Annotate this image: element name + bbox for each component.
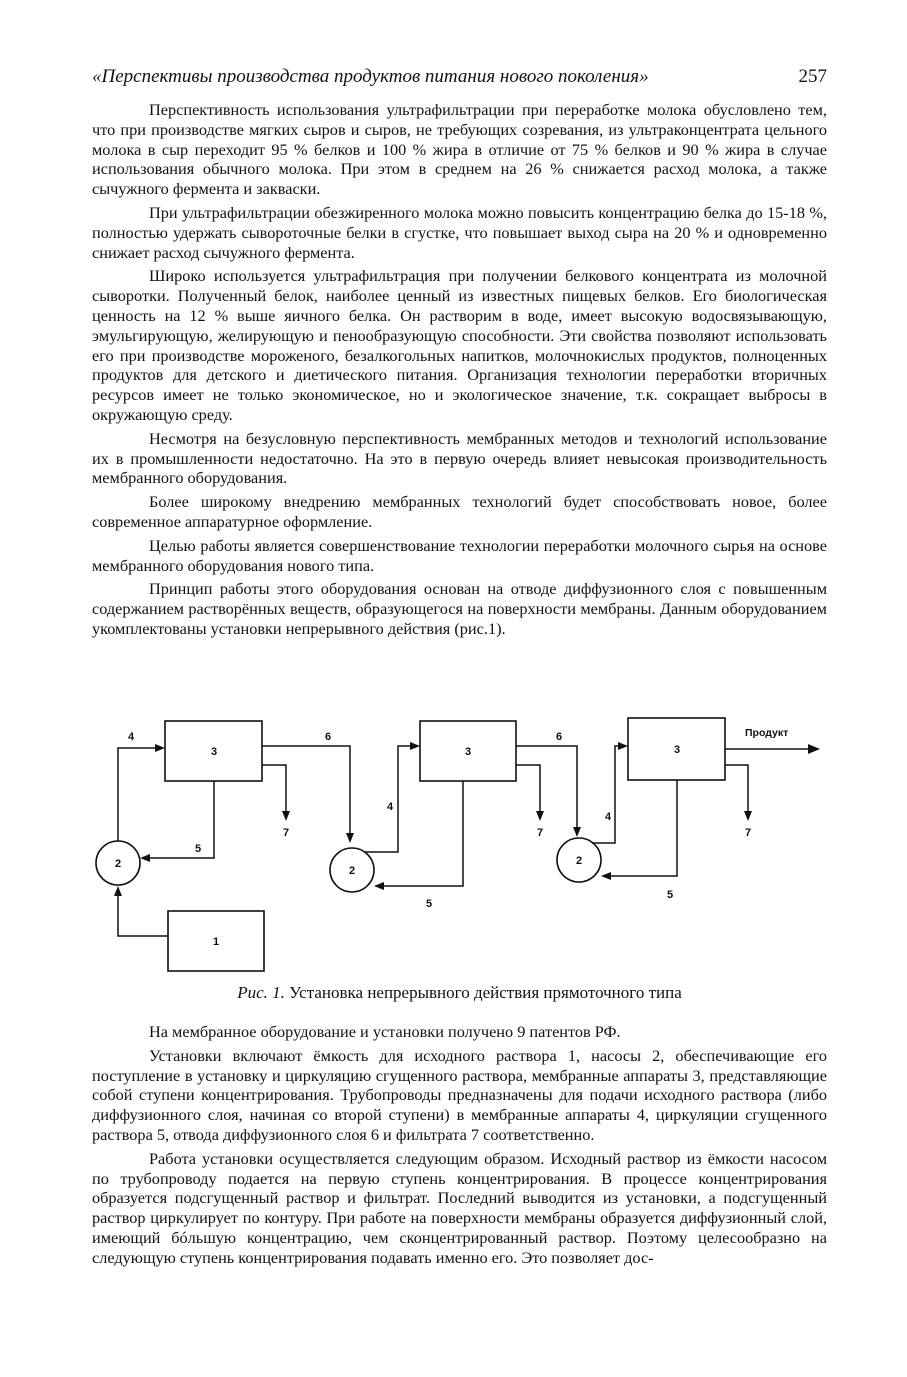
body-text-top [92,100,827,643]
arrowhead [346,833,354,843]
apparatus-label: 3 [464,746,472,758]
arrowhead [536,811,544,821]
filtrate-label: 7 [283,827,290,839]
caption-label: Рис. 1. [237,983,285,1002]
diffusion-line [516,746,577,829]
paragraph: Целью работы является совершенствование технологии переработки молочного сырья на основе мембранного оборудования нового типа. [92,535,827,575]
paragraph: Установки включают ёмкость для исходного раствора 1, насосы 2, обеспечивающие его поступление в установку и циркуляцию сгущенного раствора, мембранные аппараты 3, представляющие собой ступени концентрирования. Трубопроводы предназначены для подачи исходного раствора (либо диффузионного слоя, начиная со второй ступени) в мембранные аппараты 4, циркуляции сгущенного раствора 5, отвода диффузионного слоя 6 и фильтрата 7 соответственно. [92,1045,827,1144]
circulation-label: 5 [426,898,433,910]
paragraph: Широко используется ультрафильтрация при получении белкового концентрата из молочной сыворотки. Полученный белок, наиболее ценный из известных пищевых белков. Его биологическая ценность на 12 % выше яичного белка. Он растворим в воде, имеет высокую водосвязывающую, эмульгирующую, желирующую и пенообразующую способности. Эти свойства позволяют использовать его при производстве мороженого, безалкогольных напитков, молочнокислых продуктов, полноценных продуктов для детского и диетического питания. Организация технологии переработки вторичных ресурсов имеет не только экономическое, но и экологическое значение, т.к. сокращает выбросы в окружающую среду. [92,266,827,424]
arrowhead [374,882,384,890]
arrowhead [282,811,290,821]
stage-3 [557,718,820,901]
running-title: «Перспективы производства продуктов питания нового поколения» [92,66,649,87]
apparatus-label: 3 [673,744,681,756]
feed-label: 4 [387,801,394,813]
page-header [92,66,827,92]
diffusion-label: 6 [325,731,332,743]
feed-line [592,746,620,843]
paragraph: Перспективность использования ультрафильтрации при переработке молока обусловлено тем, что при производстве мягких сыров и сыров, не требующих созревания, из ультраконцентрата цельного молока в сыр переходит 95 % белков и 100 % жира в отличие от 75 % белков и 90 % жира в случае использования обычного молока. При этом в среднем на 26 % снижается расход молока, а также сычужного фермента и закваски. [92,100,827,199]
feed-label: 4 [128,731,135,743]
arrowhead [155,744,165,752]
arrowhead [618,742,628,750]
circulation-line [382,781,463,886]
filtrate-label: 7 [745,827,752,839]
paragraph: Более широкому внедрению мембранных технологий будет способствовать новое, более современное аппаратурное оформление. [92,492,827,531]
filtrate-label: 7 [537,827,544,839]
filtrate-line [516,765,540,813]
diffusion-label: 6 [556,731,563,743]
arrowhead [140,854,150,862]
arrowhead [410,742,420,750]
page-number: 257 [798,66,827,87]
arrowhead [114,886,122,896]
arrowhead [573,827,581,837]
feed-line [118,748,157,841]
circulation-line [609,780,677,876]
filtrate-line [725,765,748,813]
pump-label: 2 [348,865,356,877]
stage-1 [96,721,354,971]
figure-caption [92,983,827,1003]
paragraph: На мембранное оборудование и установки получено 9 патентов РФ. [149,1022,621,1041]
stage-2 [330,721,581,910]
circulation-label: 5 [195,843,202,855]
feed-label: 4 [605,811,612,823]
feed-line [365,746,412,852]
process-diagram [80,708,840,980]
pump-label: 2 [114,858,122,870]
tank-to-pump-line [118,894,168,936]
diffusion-line [262,746,350,835]
paragraph: При ультрафильтрации обезжиренного молока можно повысить концентрацию белка до 15-18 %, полностью удержать сывороточные белки в сгустке, что повышает выход сыра на 20 % и одновременно снижает расход сычужного фермента. [92,202,827,262]
paragraph: Несмотря на безусловную перспективность мембранных методов и технологий использование их в промышленности недостаточно. На это в первую очередь влияет невысокая производительность мембранного оборудования. [92,428,827,488]
body-text-bottom [92,1022,827,1272]
arrowhead [744,811,752,821]
tank-label: 1 [212,936,220,948]
paragraph: Работа установки осуществляется следующим образом. Исходный раствор из ёмкости насосом по трубопроводу подается на первую ступень концентрирования. В процессе концентрирования образуется подсгущенный раствор и фильтрат. Последний выводится из установки, а подсгущенный раствор циркулирует по контуру. При работе на поверхности мембраны образуется диффузионный слой, имеющий бóльшую концентрацию, чем сконцентрированный раствор. Поэтому целесообразно на следующую ступень концентрирования подавать именно его. Это позволяет дос- [92,1148,827,1267]
filtrate-line [262,765,286,813]
circulation-label: 5 [667,889,674,901]
arrowhead [808,744,820,754]
caption-text: Установка непрерывного действия прямоточного типа [289,983,682,1002]
circulation-line [148,781,214,858]
product-label: Продукт [745,727,789,739]
pump-label: 2 [575,855,583,867]
arrowhead [601,872,611,880]
paragraph: Принцип работы этого оборудования основан на отводе диффузионного слоя с повышенным содержанием растворённых веществ, образующегося на поверхности мембраны. Данным оборудованием укомплектованы установки непрерывного действия (рис.1). [92,579,827,638]
apparatus-label: 3 [210,746,218,758]
